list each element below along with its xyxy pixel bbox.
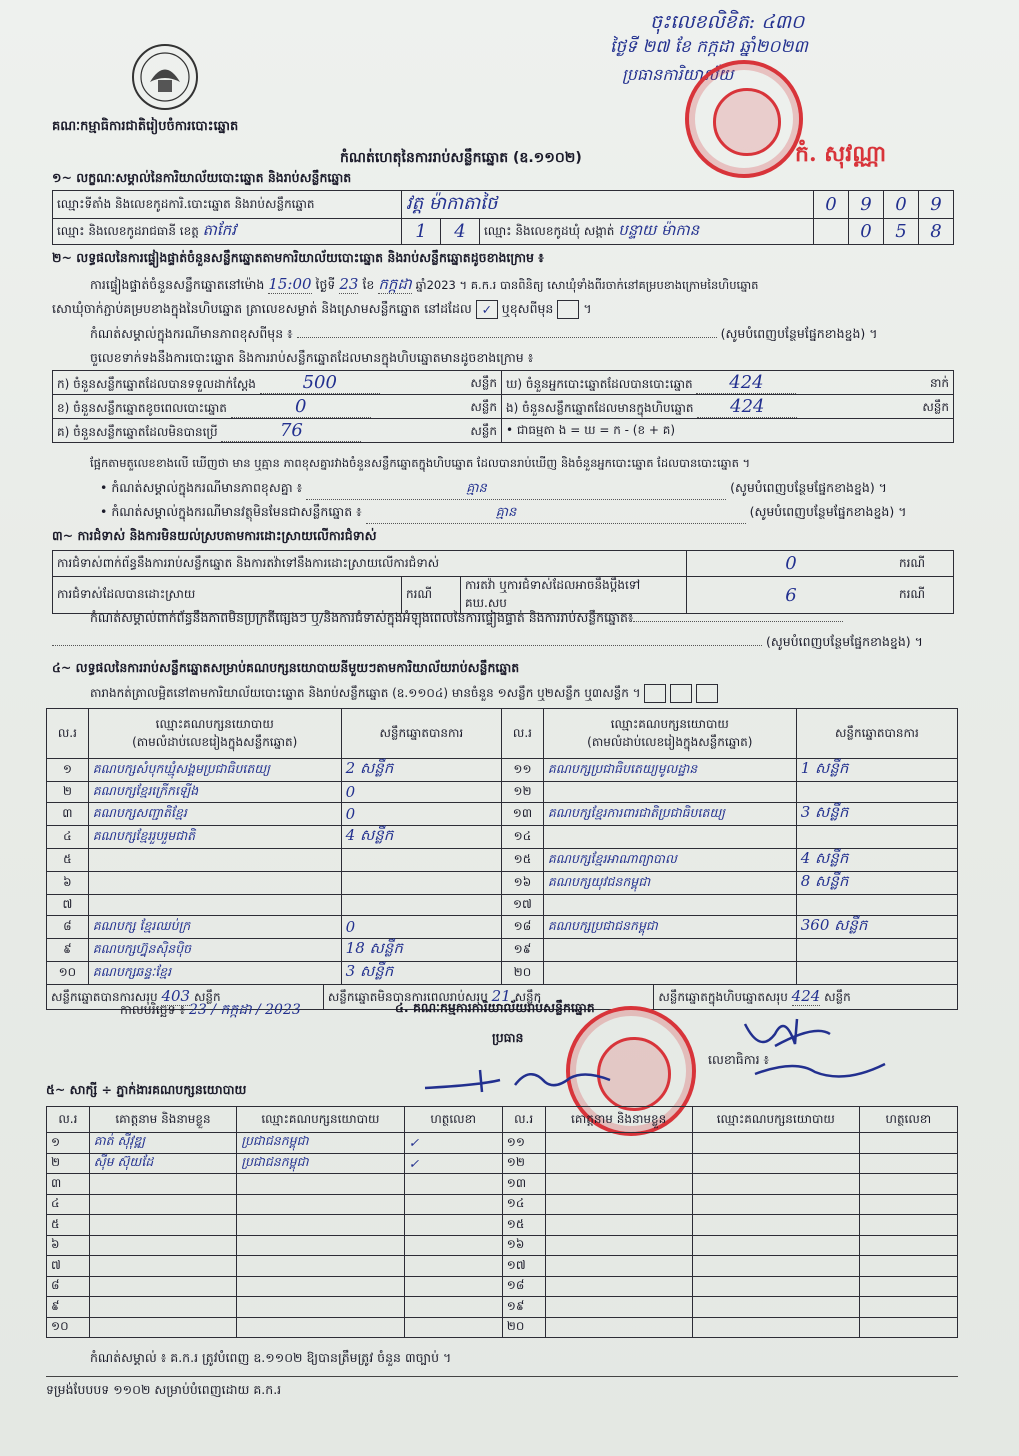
unit: សន្លឹក [470, 375, 497, 390]
table-row [47, 872, 958, 895]
total-box-label: សន្លឹកឆ្នោតក្នុងហិបឆ្នោតសរុប [658, 990, 788, 1004]
row-no: ៨ [63, 919, 72, 933]
document-title: កំណត់ហេតុនៃការរាប់សន្លឹកឆ្នោត (ឧ.១១០២) [340, 150, 582, 166]
party-name: គណបក្សប្រជាជនកម្ពុជា [547, 917, 658, 933]
verification-line [90, 275, 758, 297]
received-ballots-label: ក) ចំនួនសន្លឹកឆ្នោតដែលបានទទួលដាក់ស្តែង [57, 376, 256, 391]
fill-hint: (សូមបំពេញបន្ថែមផ្នែកខាងខ្នង) ។ [765, 634, 923, 649]
row-no: ១៣ [512, 806, 533, 820]
col-name: គោត្តនាម និងនាមខ្លួន [545, 1107, 692, 1133]
reference-note-line2: ថ្ងៃទី ២៧ ខែ កក្កដា ឆ្នាំ២០២៣ [610, 37, 808, 57]
counts-intro: ចួលេខទាក់ទងនឹងការបោះឆ្នោត និងការរាប់សន្លឹកឆ្នោតដែលមានក្នុងហិបឆ្នោតមានដូចខាងក្រោម ៖ [90, 350, 534, 365]
party-votes: 1 សន្លឹក [800, 759, 849, 777]
resolved-label: ការជំទាស់ដែលបានដោះស្រាយ [53, 577, 402, 614]
committee-label: ៤. គណៈកម្មការការិយាល័យរាប់សន្លឹកឆ្នោត [395, 1000, 595, 1015]
unit: សន្លឹក [514, 990, 542, 1004]
unit: ករណី [402, 577, 461, 614]
section2-title: ២~ លទ្ធផលនៃការផ្ទៀងផ្ទាត់ចំនួនសន្លឹកឆ្នោតតាមការិយាល័យបោះឆ្នោត និងរាប់សន្លឹកឆ្នោតដូចខាងក្រោម ៖ [52, 250, 544, 265]
row-no: ២ [62, 784, 72, 798]
verification-text: ការផ្ទៀងផ្ទាត់ចំនួនសន្លឹកឆ្នោតនៅម៉ោង [90, 277, 265, 292]
footer-divider [46, 1376, 958, 1377]
chief-name: កំ. សុវណ្ណា [795, 141, 887, 167]
sheet-count-1-checkbox[interactable] [644, 684, 666, 703]
row-no: ១៤ [513, 829, 532, 843]
date-label: កាលបរិច្ឆេទ ៖ [120, 1002, 186, 1017]
objections-label: ការជំទាស់ពាក់ព័ន្ធនឹងការរាប់សន្លឹកឆ្នោត និងការតវ៉ាទៅនឹងការដោះស្រាយលើការជំទាស់ [53, 551, 687, 577]
col-votes: សន្លឹកឆ្នោតបានការ [341, 709, 501, 759]
box-ballots-label: ង) ចំនួនសន្លឹកឆ្នោតដែលមានក្នុងហិបឆ្នោត [506, 400, 694, 415]
party-name: គណបក្សខ្មែរក្រើកឡើង [92, 782, 199, 798]
appeal-value: 6 [785, 584, 797, 606]
row-no: ១៩ [506, 1298, 525, 1313]
row-no: ៧ [62, 897, 73, 911]
location-label: ឈ្មោះទីតាំង និងលេខកូដការិ.បោះឆ្នោត និងរាប់សន្លឹកឆ្នោត [53, 191, 402, 219]
col-party: ឈ្មោះគណបក្សនយោបាយ [155, 716, 274, 731]
row-no: ៨ [51, 1278, 60, 1293]
unit: សន្លឹក [470, 399, 497, 414]
section5-title: ៥~ សាក្សី ÷ ភ្នាក់ងារគណបក្សនយោបាយ [46, 1082, 247, 1097]
received-ballots-value: 500 [260, 372, 380, 394]
row-no: ១២ [513, 784, 532, 798]
col-party: ឈ្មោះគណបក្សនយោបាយ [237, 1107, 404, 1133]
row-no: ១៥ [506, 1216, 525, 1231]
verification-time: 15:00 [268, 275, 312, 293]
row-no: ៣ [51, 1175, 62, 1190]
row-no: ២០ [506, 1319, 525, 1334]
party-name: គណបក្សសំបុកឃ្មុំសង្គមប្រជាធិបតេយ្យ [92, 760, 270, 776]
province-label: ឈ្មោះ និងលេខកូដរាជធានី ខេត្ត [57, 223, 199, 238]
row-no: ៣ [62, 806, 73, 820]
row-no: ១២ [506, 1155, 525, 1170]
objections-table [52, 550, 954, 614]
verification-month: កក្កដា [378, 275, 412, 293]
voters-label: ឃ) ចំនួនអ្នកបោះឆ្នោតដែលបានបោះឆ្នោត [506, 376, 693, 391]
foreign-object-value: គ្មាន [495, 505, 517, 520]
commune-code-digit: 5 [895, 221, 907, 242]
section1-title: ១~ លក្ខណៈសម្គាល់នៃការិយាល័យបោះឆ្នោត និងរាប់សន្លឹកឆ្នោត [52, 170, 352, 185]
party-votes: 0 [345, 805, 356, 823]
irregularity-note [90, 610, 843, 629]
party-votes: 0 [345, 918, 356, 936]
province-code-digit: 4 [454, 221, 466, 242]
row-no: ១៦ [506, 1237, 525, 1252]
row-no: ៤ [51, 1196, 60, 1211]
row-no: ១៤ [506, 1196, 525, 1211]
total-box-value: 424 [791, 987, 821, 1005]
table-row [47, 826, 958, 849]
table-row [47, 782, 958, 803]
row-no: ១៥ [513, 852, 532, 866]
witness-signature: ✓ [408, 1155, 420, 1171]
party-name: គណបក្ស ខ្មែរឈប់ក្រ [92, 917, 191, 933]
fill-hint: (សូមបំពេញបន្ថែមផ្នែកខាងខ្នង) ។ [749, 504, 907, 519]
compare-text: ផ្អែកតាមតួលេខខាងលើ ឃើញថា មាន ឬគ្មាន ភាពខុសគ្នារវាងចំនួនសន្លឹកឆ្នោតក្នុងហិបឆ្នោត ដែលបានរាប់ឃើញ និងចំនួនអ្នកបោះឆ្នោត ដែលបានបោះឆ្នោត ។ [90, 456, 751, 470]
total-invalid-label: សន្លឹកឆ្នោតមិនបានការពេលរាប់សរុប [327, 990, 488, 1004]
spoiled-ballots-value: 0 [231, 396, 371, 418]
results-table [46, 708, 958, 1010]
seal-status-line: សោឃុំចាក់ភ្ជាប់គម្របខាងក្នុងនៃហិបឆ្នោត ត្រាលេខសម្ងាត់ និងស្រោមសន្លឹកឆ្នោត នៅដដែល ✓ ឬខុសពីមុន ។ [52, 301, 592, 317]
table-row [47, 849, 958, 872]
secretary-signature [735, 1004, 905, 1094]
reference-note-line1: ចុះលេខលិខិត: ៤៣០ [650, 11, 805, 33]
party-votes: 3 សន្លឹក [800, 803, 849, 821]
diff-note-label: • កំណត់សម្គាល់ក្នុងករណីមានភាពខុសគ្នា ៖ [100, 480, 303, 495]
form-name: ទម្រង់បែបបទ ១១០២ សម្រាប់បំពេញដោយ គ.ក.រ [46, 1382, 282, 1397]
unit: ករណី [895, 551, 954, 577]
unit: សន្លឹក [824, 990, 851, 1004]
witness-table [46, 1106, 958, 1338]
row-no: ២ [51, 1155, 61, 1170]
row-no: ១ [62, 762, 72, 776]
col-no: ល.រ [47, 1107, 90, 1133]
fill-hint: (សូមបំពេញបន្ថែមផ្នែកខាងខ្នង) ។ [730, 480, 887, 495]
counts-table [52, 370, 954, 443]
voters-value: 424 [696, 372, 796, 394]
party-name: គណបក្សហ្វ៊ុនស៊ិនប៉ិច [92, 940, 192, 956]
party-votes: 18 សន្លឹក [345, 939, 403, 957]
difference-note-label: កំណត់សម្គាល់ក្នុងករណីមានភាពខុសពីមុន ៖ [90, 326, 293, 341]
nec-emblem [130, 42, 200, 112]
foreign-object-label: • កំណត់សម្គាល់ក្នុងករណីមានវត្ថុមិនមែនជាសន្លឹកឆ្នោត ៖ [100, 504, 362, 519]
col-party: ឈ្មោះគណបក្សនយោបាយ [692, 1107, 859, 1133]
secretary-label: លេខាធិការ ៖ [708, 1052, 770, 1067]
location-value: វត្ត ម៉ាកាតាថៃ [406, 193, 498, 214]
row-no: ១៧ [512, 897, 532, 911]
witness-name: គាត់ ស៊ីវុឌ្ឍ [93, 1133, 146, 1149]
section3-title: ៣~ ការជំទាស់ និងការមិនយល់ស្របតាមការដោះស្រាយលើការជំទាស់ [52, 528, 377, 543]
col-sign: ហត្ថលេខា [404, 1107, 502, 1133]
table-row [47, 1276, 958, 1297]
row-no: ១៨ [506, 1278, 525, 1293]
unused-ballots-label: គ) ចំនួនសន្លឹកឆ្នោតដែលមិនបានប្រើ [57, 424, 218, 439]
difference-note-line [90, 326, 948, 345]
col-sign: ហត្ថលេខា [859, 1107, 957, 1133]
chair-signature [420, 1050, 620, 1100]
verification-day: 23 [339, 275, 359, 293]
col-no: ល.រ [502, 709, 544, 759]
box-ballots-value: 424 [697, 396, 797, 418]
row-no: ៧ [51, 1257, 61, 1272]
official-stamp-top [685, 60, 803, 178]
unchanged-checkbox[interactable]: ✓ [476, 300, 498, 319]
table-row [47, 962, 958, 985]
party-name: គណបក្សយុវជនកម្ពុជា [547, 873, 651, 889]
unused-ballots-value: 76 [221, 420, 361, 442]
table-row [47, 1133, 958, 1154]
org-name: គណៈកម្មាធិការជាតិរៀបចំការបោះឆ្នោត [52, 119, 239, 134]
party-votes: 360 សន្លឹក [800, 916, 868, 934]
unit: សន្លឹក [193, 990, 221, 1004]
location-code-digit: 9 [930, 194, 942, 215]
party-votes: 4 សន្លឹក [800, 849, 849, 867]
party-votes: 4 សន្លឹក [345, 826, 394, 844]
party-votes: 0 [345, 783, 356, 801]
unit: សន្លឹក [922, 399, 949, 414]
total-valid-value: 403 [161, 987, 191, 1005]
table-row [47, 1317, 958, 1338]
table-row [47, 1174, 958, 1195]
party-votes: 2 សន្លឹក [345, 759, 394, 777]
commune-value: បន្ទាយ ម៉ាកាន [618, 220, 700, 239]
date-value: 23 / កក្កដា / 2023 [189, 1002, 301, 1018]
row-no: ១ [51, 1134, 61, 1149]
commune-code-digit: 0 [860, 221, 872, 242]
chair-label: ប្រធាន [492, 1030, 524, 1045]
col-party-sub: (តាមលំដាប់លេខរៀងក្នុងសន្លឹកឆ្នោត) [132, 734, 298, 749]
irregularity-note-line2 [52, 634, 923, 653]
table-row [47, 1153, 958, 1174]
col-no: ល.រ [47, 709, 89, 759]
row-no: ៩ [51, 1298, 60, 1313]
col-name: គោត្តនាម និងនាមខ្លួន [89, 1107, 237, 1133]
party-name: គណបក្សខ្មែររួបរួមជាតិ [92, 827, 196, 843]
col-party-sub: (តាមលំដាប់លេខរៀងក្នុងសន្លឹកឆ្នោត) [587, 734, 753, 749]
unit: នាក់ [929, 375, 949, 390]
row-no: ១៧ [506, 1257, 526, 1272]
unit: ករណី [895, 577, 954, 614]
row-no: ៥ [63, 852, 72, 866]
party-votes: 8 សន្លឹក [800, 872, 849, 890]
row-no: ១៦ [513, 875, 532, 889]
section4-title: ៤~ លទ្ធផលនៃការរាប់សន្លឹកឆ្នោតសម្រាប់គណបក្សនយោបាយនីមួយៗតាមការិយាល័យរាប់សន្លឹកឆ្នោត [52, 660, 520, 675]
row-no: ៦ [51, 1237, 60, 1252]
row-no: ៦ [63, 875, 72, 889]
section4-intro [90, 684, 718, 703]
row-no: ១១ [513, 762, 532, 776]
party-name: គណបក្សសញ្ជាតិខ្មែរ [92, 804, 187, 820]
province-value: តាកែវ [202, 220, 236, 239]
verification-text-end: ឆ្នាំ2023 ។ គ.ក.រ បានពិនិត្យ សោឃុំទាំងពីរចាក់នៅគម្របខាងក្រោមនៃហិបឆ្នោត [415, 278, 759, 292]
total-invalid-value: 21 [491, 987, 511, 1005]
sheet-count-2-checkbox[interactable] [670, 684, 692, 703]
day-label: ថ្ងៃទី [315, 277, 336, 292]
row-no: ១០ [51, 1319, 69, 1334]
commune-label: ឈ្មោះ និងលេខកូដឃុំ សង្កាត់ [484, 223, 615, 238]
footer-note: កំណត់សម្គាល់ ៖ គ.ក.រ ត្រូវបំពេញ ឧ.១១០២ ឱ្យបានត្រឹមត្រូវ ចំនួន ៣ច្បាប់ ។ [90, 1350, 452, 1365]
unit: សន្លឹក [470, 423, 497, 438]
section1-table [52, 190, 954, 245]
changed-checkbox[interactable] [557, 300, 579, 319]
row-no: ១៨ [513, 919, 532, 933]
row-no: ៥ [51, 1216, 60, 1231]
witness-name: ស៊ីម ស៊ុយដែ [93, 1153, 154, 1169]
seal-status-text: សោឃុំចាក់ភ្ជាប់គម្របខាងក្នុងនៃហិបឆ្នោត ត្រាលេខសម្ងាត់ និងស្រោមសន្លឹកឆ្នោត នៅដដែល [52, 301, 472, 316]
col-votes: សន្លឹកឆ្នោតបានការ [796, 709, 957, 759]
reference-note-line3: ប្រធានការិយាល័យ [622, 65, 734, 84]
witness-party: ប្រជាជនកម្ពុជា [241, 1153, 309, 1169]
table-row [47, 1215, 958, 1236]
province-code-digit: 1 [415, 221, 427, 242]
date-line [120, 1000, 301, 1021]
table-row [47, 803, 958, 826]
row-no: ១៩ [513, 942, 532, 956]
row-no: ១១ [506, 1134, 525, 1149]
objections-value: 0 [785, 553, 797, 574]
table-row [47, 895, 958, 916]
table-row [47, 916, 958, 939]
row-no: ៩ [63, 942, 72, 956]
party-name: គណបក្សខ្មែរការពារជាតិប្រជាធិបតេយ្យ [547, 804, 726, 820]
witness-signature: ✓ [408, 1135, 420, 1151]
table-row [47, 939, 958, 962]
spoiled-ballots-label: ខ) ចំនួនសន្លឹកឆ្នោតខូចពេលបោះឆ្នោត [57, 400, 227, 415]
col-party: ឈ្មោះគណបក្សនយោបាយ [610, 716, 729, 731]
formula: • ជាធម្មតា ង = ឃ = ក - (ខ + គ) [502, 419, 954, 443]
location-code-digit: 9 [860, 194, 872, 215]
location-code-digit: 0 [895, 194, 907, 215]
row-no: ២០ [513, 965, 532, 979]
party-name: គណបក្សខ្មែរអាណាព្យាបាល [547, 850, 677, 866]
fill-hint: (សូមបំពេញបន្ថែមផ្នែកខាងខ្នង) ។ [720, 326, 878, 341]
table-row [47, 759, 958, 782]
witness-party: ប្រជាជនកម្ពុជា [241, 1133, 309, 1149]
row-no: ១០ [58, 965, 77, 979]
row-no: ១៣ [506, 1175, 527, 1190]
table-row [47, 1297, 958, 1318]
diff-note-line [100, 480, 887, 500]
total-valid-label: សន្លឹកឆ្នោតបានការសរុប [51, 990, 158, 1004]
diff-note-value: គ្មាន [466, 481, 487, 496]
table-row [47, 1235, 958, 1256]
appeal-label: ការតវ៉ា ឬការជំទាស់ដែលអាចនឹងប្តឹងទៅ គឃ.សប [461, 577, 687, 614]
party-name: គណបក្សឆន្ទៈខ្មែរ [92, 963, 172, 979]
foreign-object-line [100, 504, 906, 524]
irregularity-label: កំណត់សម្គាល់ពាក់ព័ន្ធនឹងភាពមិនប្រក្រតីផ្សេងៗ ឬ/និងការជំទាស់ក្នុងអំឡុងពេលនៃការផ្ទៀងផ្ទាត់ និងការរាប់សន្លឹកឆ្នោត៖ [90, 610, 634, 625]
party-votes: 3 សន្លឹក [345, 962, 394, 980]
month-label: ខែ [362, 277, 375, 292]
party-name: គណបក្សប្រជាធិបតេយ្យមូលដ្ឋាន [547, 760, 698, 776]
table-row [47, 1256, 958, 1277]
col-no: ល.រ [502, 1107, 545, 1133]
section4-intro-text: តារាងកត់ត្រាលម្អិតនៅតាមការិយាល័យបោះឆ្នោត និងរាប់សន្លឹកឆ្នោត (ឧ.១១០៤) មានចំនួន ១សន្លឹក ឬ២សន្លឹក ឬ៣សន្លឹក ។ [90, 686, 641, 700]
changed-label: ឬខុសពីមុន [501, 301, 554, 316]
row-no: ៤ [63, 829, 72, 843]
table-row [47, 1194, 958, 1215]
location-code-digit: 0 [825, 194, 837, 215]
sheet-count-3-checkbox[interactable] [696, 684, 718, 703]
commune-code-digit: 8 [930, 221, 942, 242]
